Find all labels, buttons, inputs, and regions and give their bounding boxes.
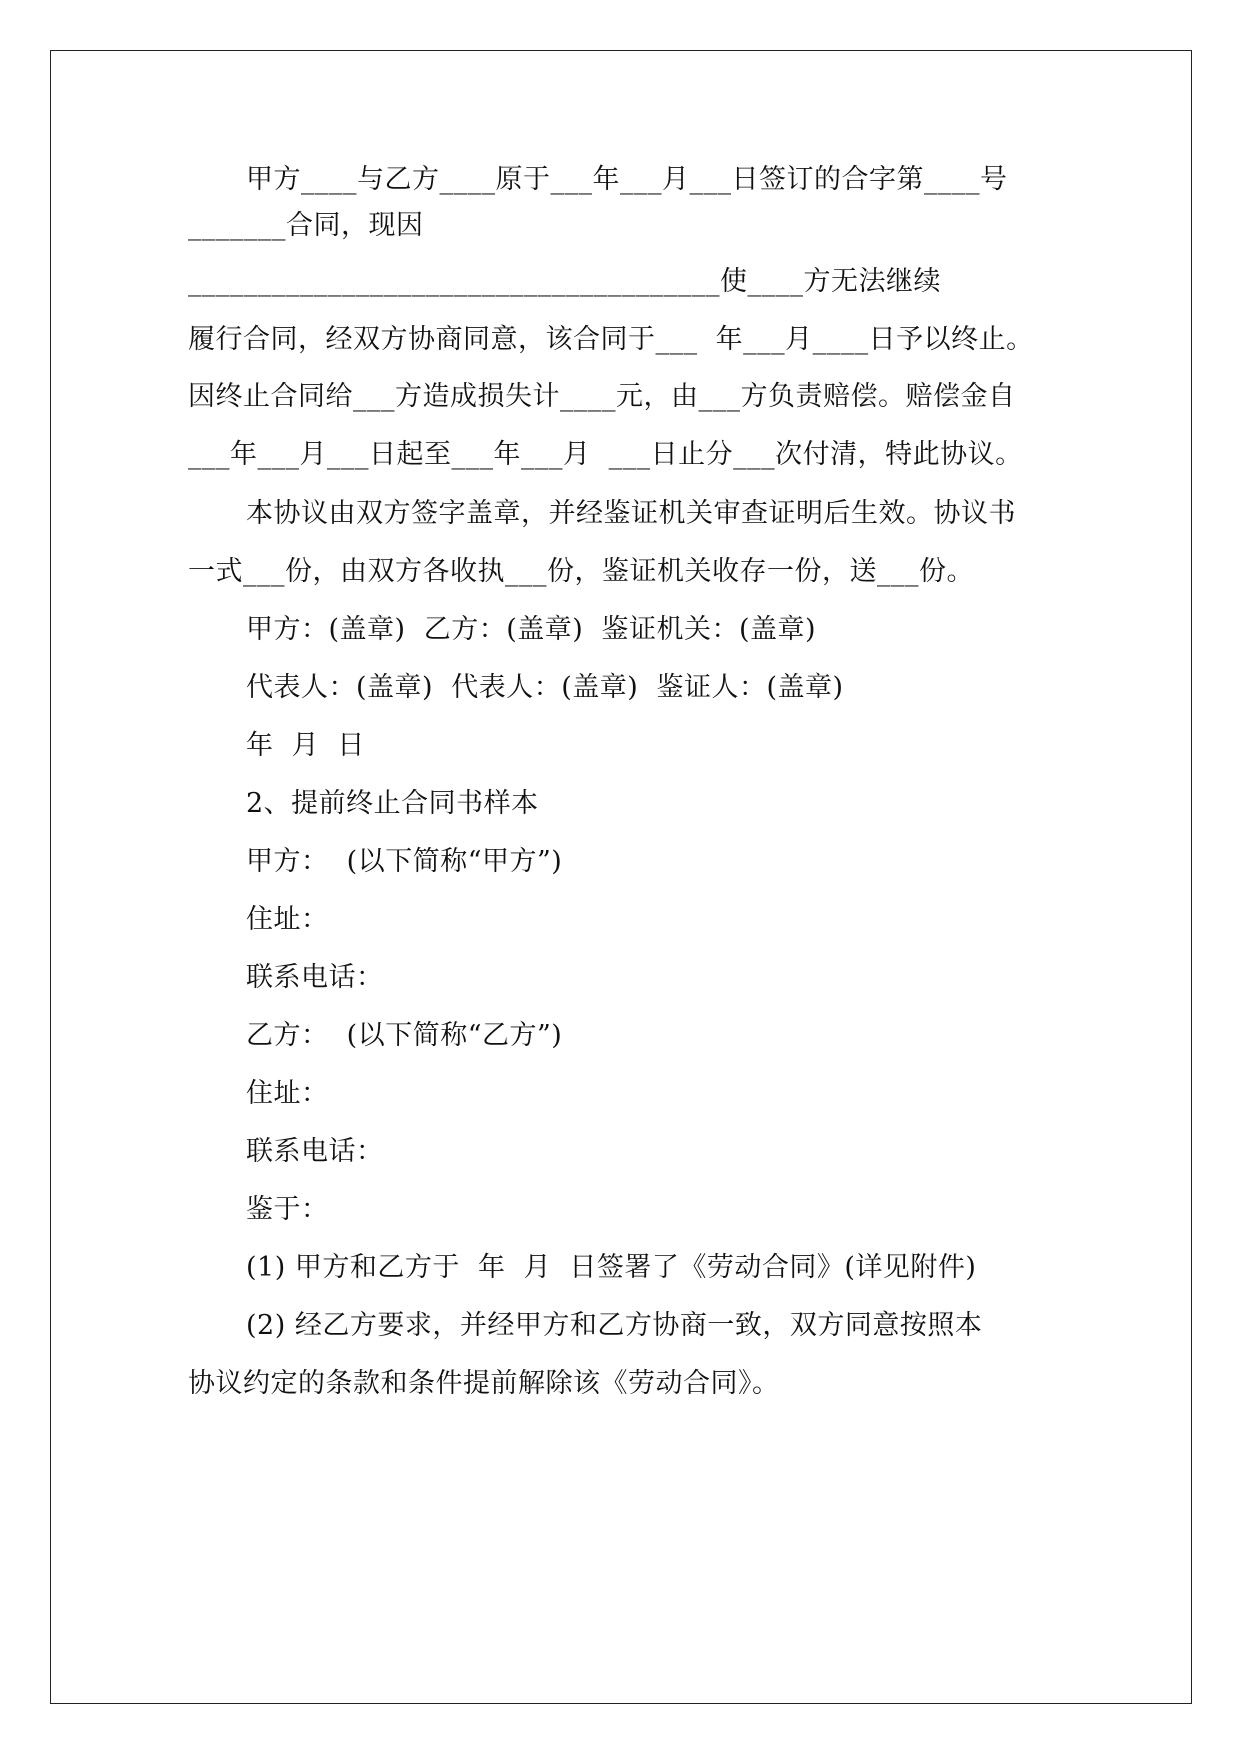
paragraph1-line6: ___年___月___日起至___年___月 ___日止分___次付清，特此协议。: [188, 439, 1023, 470]
party-b-line: 乙方： (以下简称“乙方”): [246, 1020, 563, 1051]
paragraph1-line3: ______________________________________使____方无法继续: [188, 266, 941, 297]
party-b-phone: 联系电话：: [246, 1136, 384, 1167]
signature-representatives: 代表人：(盖章) 代表人：(盖章) 鉴证人：(盖章): [246, 672, 844, 703]
paragraph1-line4: 履行合同，经双方协商同意，该合同于___ 年___月____日予以终止。: [188, 324, 1034, 355]
paragraph2-line1: 本协议由双方签字盖章，并经鉴证机关审查证明后生效。协议书: [246, 498, 1016, 529]
signature-seals: 甲方：(盖章) 乙方：(盖章) 鉴证机关：(盖章): [246, 614, 817, 645]
paragraph1-line2: _______合同，现因: [188, 210, 424, 241]
clause2-line2: 协议约定的条款和条件提前解除该《劳动合同》。: [188, 1368, 780, 1399]
section2-heading: 2、提前终止合同书样本: [246, 788, 539, 819]
paragraph2-line2: 一式___份，由双方各收执___份，鉴证机关收存一份，送___份。: [188, 556, 974, 587]
clause1: (1) 甲方和乙方于 年 月 日签署了《劳动合同》(详见附件): [246, 1252, 977, 1283]
signature-date: 年 月 日: [246, 730, 365, 761]
paragraph1-line1: 甲方____与乙方____原于___年___月___日签订的合字第____号: [246, 164, 1008, 195]
party-a-phone: 联系电话：: [246, 962, 384, 993]
party-a-address: 住址：: [246, 904, 329, 935]
paragraph1-line5: 因终止合同给___方造成损失计____元，由___方负责赔偿。赔偿金自: [188, 381, 1016, 412]
clause2-line1: (2) 经乙方要求，并经甲方和乙方协商一致，双方同意按照本: [246, 1310, 983, 1341]
party-b-address: 住址：: [246, 1078, 329, 1109]
whereas-heading: 鉴于：: [246, 1194, 329, 1225]
party-a-line: 甲方： (以下简称“甲方”): [246, 846, 563, 877]
